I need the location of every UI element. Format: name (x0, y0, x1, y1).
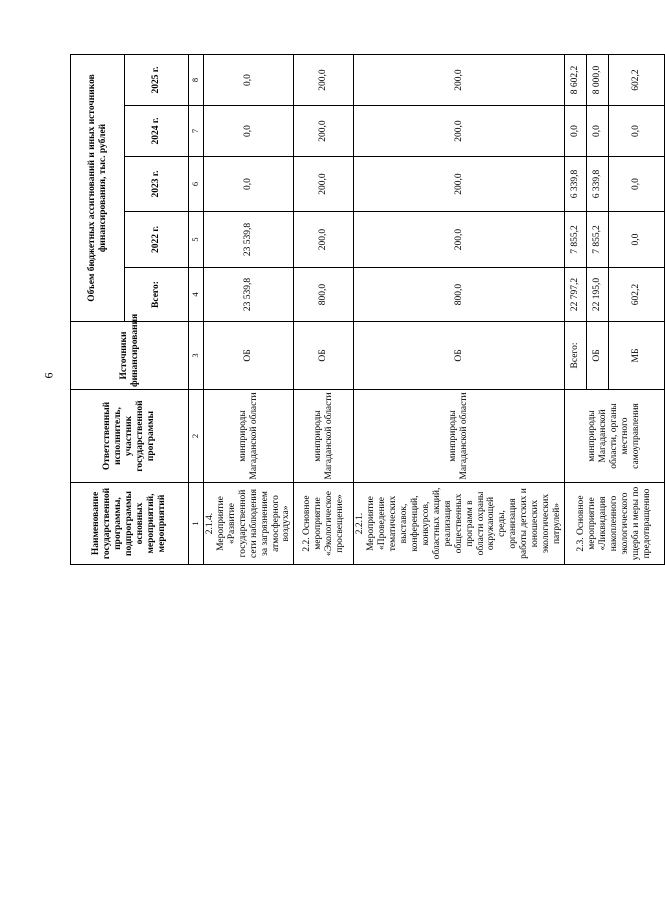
row-2025: 0,0 (204, 54, 294, 105)
row-2024: 0,0 (586, 106, 608, 157)
row-total: 602,2 (608, 268, 664, 322)
row-funding-source: ОБ (354, 322, 565, 390)
row-2023: 0,0 (204, 157, 294, 212)
table-row (294, 54, 354, 564)
row-2024: 200,0 (354, 106, 565, 157)
row-2025: 8 000,0 (586, 54, 608, 105)
row-total: 800,0 (294, 268, 354, 322)
row-2025: 200,0 (294, 54, 354, 105)
table-row (564, 54, 586, 564)
row-total: 800,0 (354, 268, 565, 322)
row-funding-source: ОБ (204, 322, 294, 390)
row-program-name: 2.2.1. Мероприятие «Проведение тематических выставок, конференций, конкурсов, областных акций, реализация общественных программ в области охраны окружающей среды, организация работы детских и юношеских экологических патрулей» (354, 483, 565, 565)
row-executor: минприроды Магаданской области (294, 390, 354, 483)
row-executor: минприроды Магаданской области (354, 390, 565, 483)
row-2023: 200,0 (354, 157, 565, 212)
table-row (204, 54, 294, 564)
column-number: 2 (189, 390, 204, 483)
financing-table (70, 54, 665, 565)
row-program-name: 2.3. Основное мероприятие «Ликвидация накопленного экологического ущерба и меры по предотвращению (564, 483, 664, 565)
row-total: 23 539,8 (204, 268, 294, 322)
header-year-2022: 2022 г. (125, 212, 189, 268)
row-2022: 200,0 (354, 212, 565, 268)
row-2024: 0,0 (608, 106, 664, 157)
row-2023: 6 339,8 (586, 157, 608, 212)
row-funding-source: МБ (608, 322, 664, 390)
row-2025: 602,2 (608, 54, 664, 105)
row-2024: 0,0 (204, 106, 294, 157)
header-funding-source: Источники финансирования (71, 322, 189, 390)
column-number: 3 (189, 322, 204, 390)
column-number: 8 (189, 54, 204, 105)
header-program-name: Наименование государственной программы, подпрограммы основных мероприятий, мероприятий (71, 483, 189, 565)
header-executor: Ответственный исполнитель, участник государственной программы (71, 390, 189, 483)
column-number: 7 (189, 106, 204, 157)
header-year-2024: 2024 г. (125, 106, 189, 157)
header-funding-volume: Объем бюджетных ассигнований и иных источников финансирования, тыс. рублей (71, 54, 125, 321)
row-2022: 200,0 (294, 212, 354, 268)
financing-table-container (70, 55, 652, 565)
row-executor: минприроды Магаданской области (204, 390, 294, 483)
row-program-name: 2.2. Основное мероприятие «Экологическое просвещение» (294, 483, 354, 565)
page-number: 6 (41, 372, 56, 379)
header-year-2025: 2025 г. (125, 54, 189, 105)
row-2022: 7 855,2 (564, 212, 586, 268)
row-total: 22 195,0 (586, 268, 608, 322)
column-numbers-row (189, 54, 204, 564)
column-number: 1 (189, 483, 204, 565)
row-2023: 6 339,8 (564, 157, 586, 212)
row-funding-source: ОБ (586, 322, 608, 390)
column-number: 4 (189, 268, 204, 322)
row-2023: 0,0 (608, 157, 664, 212)
row-2025: 8 602,2 (564, 54, 586, 105)
row-2024: 0,0 (564, 106, 586, 157)
header-total: Всего: (125, 268, 189, 322)
column-number: 6 (189, 157, 204, 212)
row-funding-source: Всего: (564, 322, 586, 390)
row-2022: 0,0 (608, 212, 664, 268)
table-row (354, 54, 565, 564)
row-total: 22 797,2 (564, 268, 586, 322)
row-2022: 23 539,8 (204, 212, 294, 268)
row-2023: 200,0 (294, 157, 354, 212)
column-number: 5 (189, 212, 204, 268)
header-year-2023: 2023 г. (125, 157, 189, 212)
row-executor: минприроды Магаданской области, органы местного самоуправления (564, 390, 664, 483)
row-2025: 200,0 (354, 54, 565, 105)
row-2024: 200,0 (294, 106, 354, 157)
row-funding-source: ОБ (294, 322, 354, 390)
row-program-name: 2.1.4. Мероприятие «Развитие государственной сети наблюдения за загрязнением атмосферного воздуха» (204, 483, 294, 565)
row-2022: 7 855,2 (586, 212, 608, 268)
